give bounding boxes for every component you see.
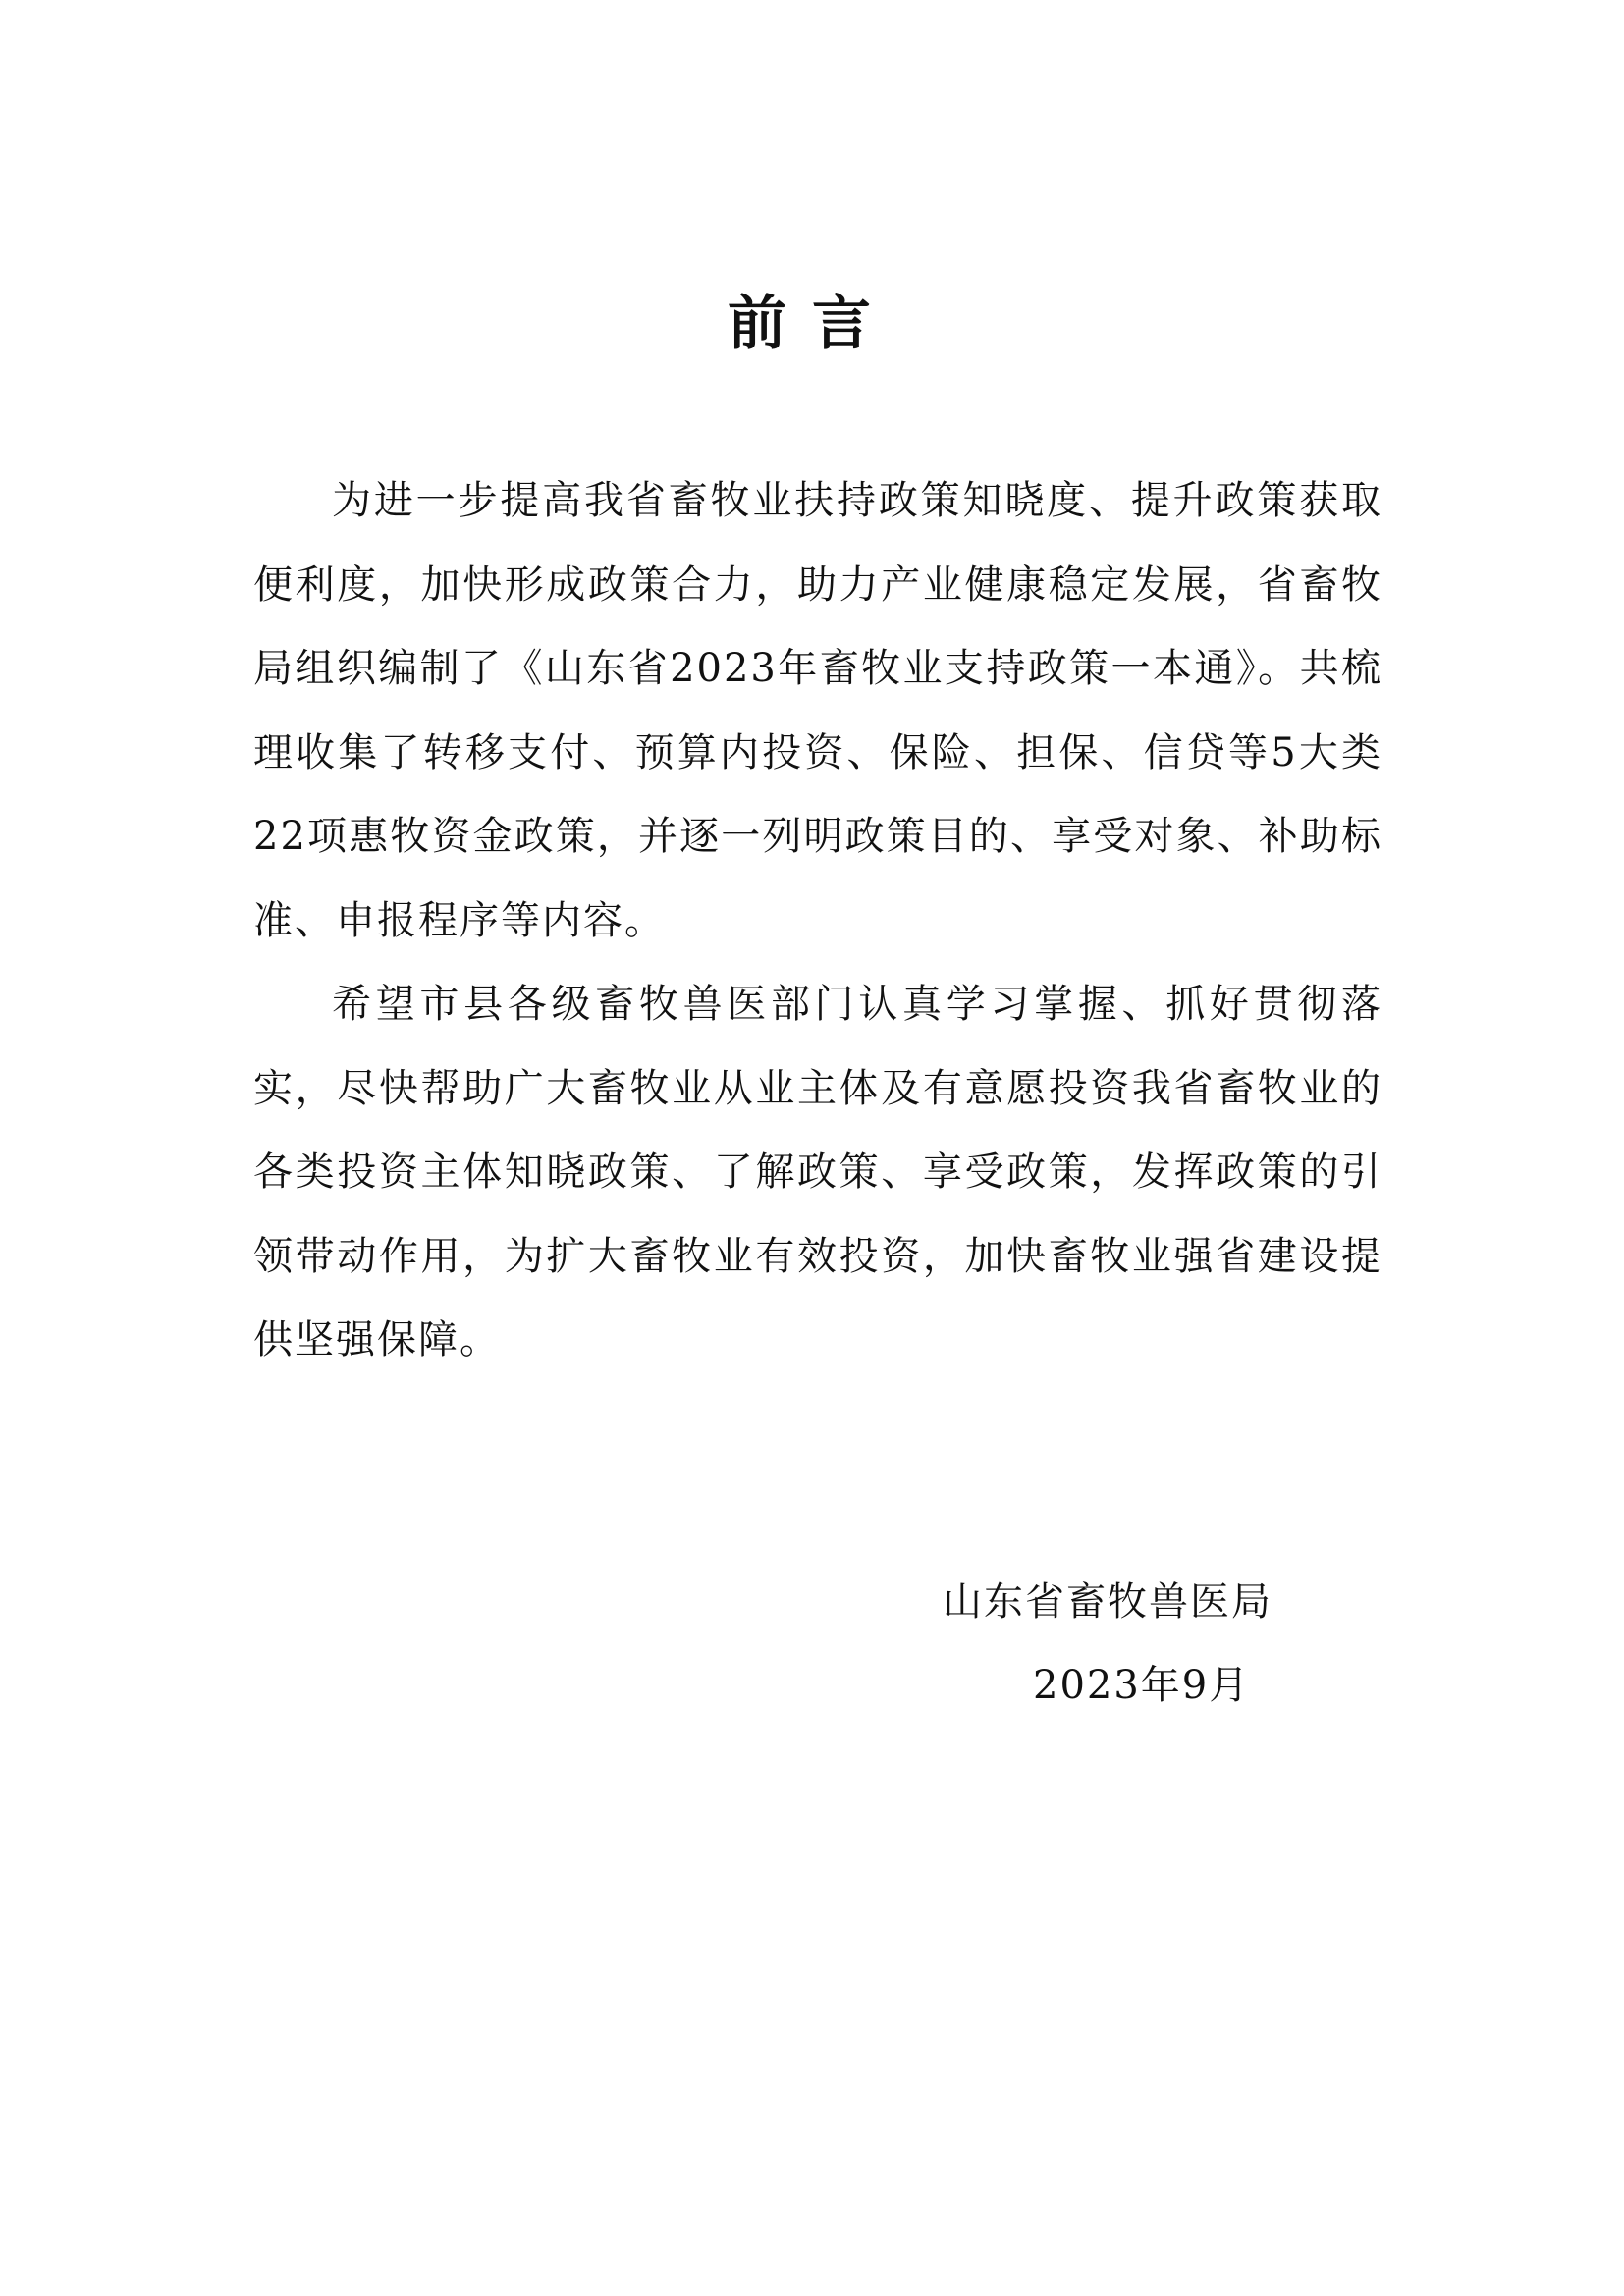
page-title: 前言 xyxy=(728,290,896,358)
signature-date: 2023年9月 xyxy=(1033,1663,1251,1708)
signature-block xyxy=(943,1561,1355,1728)
preface-body xyxy=(253,459,1382,1383)
paragraph-1: 为进一步提高我省畜牧业扶持政策知晓度、提升政策获取便利度，加快形成政策合力，助力产业健康稳定发展，省畜牧局组织编制了《山东省2023年畜牧业支持政策一本通》。共梳理收集了转移支付、预算内投资、保险、担保、信贷等5大类22项惠牧资金政策，并逐一列明政策目的、享受对象、补助标准、申报程序等内容。 xyxy=(253,478,1382,943)
signature-organization: 山东省畜牧兽医局 xyxy=(943,1579,1272,1625)
paragraph-2: 希望市县各级畜牧兽医部门认真学习掌握、抓好贯彻落实，尽快帮助广大畜牧业从业主体及有意愿投资我省畜牧业的各类投资主体知晓政策、了解政策、享受政策，发挥政策的引领带动作用，为扩大畜牧业有效投资，加快畜牧业强省建设提供坚强保障。 xyxy=(253,982,1382,1362)
